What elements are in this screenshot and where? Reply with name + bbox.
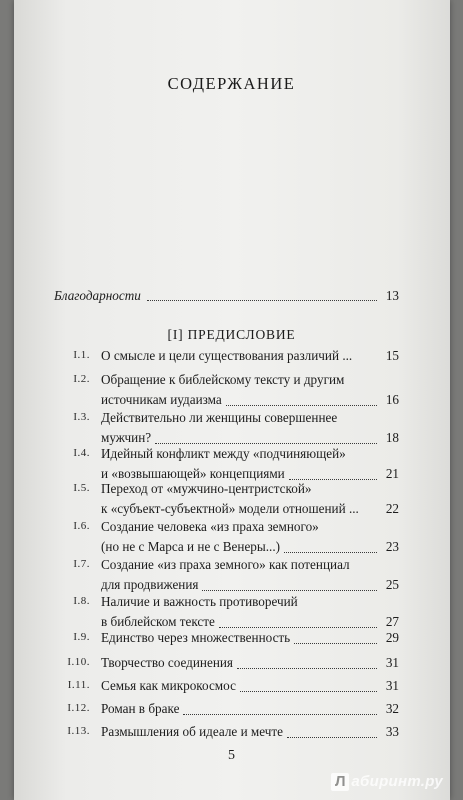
toc-entry-page: 23 <box>385 538 399 554</box>
toc-entry-number: I.12. <box>67 702 90 714</box>
toc-entry-number: I.3. <box>73 411 90 423</box>
toc-entry-page: 15 <box>385 348 399 363</box>
toc-entry-page: 31 <box>385 655 399 670</box>
toc-entry-page: 32 <box>385 701 399 716</box>
toc-entry-number: I.8. <box>73 595 90 607</box>
toc-entry-title: Действительно ли женщины совершеннее <box>101 410 338 425</box>
toc-entry-title: Единство через множественность <box>101 630 291 645</box>
dot-leader <box>219 627 377 628</box>
toc-entry-number: I.10. <box>67 656 90 668</box>
toc-entry-title: мужчин? <box>101 429 152 445</box>
toc-entry-page: 21 <box>385 465 399 481</box>
dot-leader <box>147 300 377 301</box>
watermark-logo-icon: Л <box>331 773 349 791</box>
toc-entry-title: Создание человека «из праха земного» <box>101 519 319 534</box>
toc-entry-number: I.4. <box>73 447 90 459</box>
toc-entry-number: I.9. <box>73 631 90 643</box>
toc-entry-number: I.6. <box>73 520 90 532</box>
toc-entry-title: (но не с Марса и не с Венеры...) <box>101 538 281 554</box>
toc-entry-number: I.5. <box>73 482 90 494</box>
toc-entry-page: 31 <box>385 678 399 693</box>
toc-entry-page: 25 <box>385 576 399 592</box>
dot-leader <box>284 552 377 553</box>
acknowledgments-label: Благодарности <box>54 288 141 303</box>
toc-entry-number: I.1. <box>73 349 90 361</box>
dot-leader <box>289 479 377 480</box>
dot-leader <box>226 405 377 406</box>
toc-entry-number: I.13. <box>67 725 90 737</box>
toc-entry-title: Обращение к библейскому тексту и другим <box>101 372 345 387</box>
acknowledgments-row <box>54 288 399 304</box>
toc-entry-title: О смысле и цели существования различий ... <box>101 348 353 363</box>
toc-entry-page: 29 <box>385 630 399 645</box>
toc-entry-title: к «субъект-субъектной» модели отношений ... <box>101 500 359 516</box>
toc-entry-page: 22 <box>385 500 399 516</box>
toc-entry-title: Переход от «мужчино-центристской» <box>101 481 312 496</box>
toc-entry-number: I.7. <box>73 558 90 570</box>
toc-entry-title: Создание «из праха земного» как потенциал <box>101 557 350 572</box>
toc-entry-title: в библейском тексте <box>101 613 215 629</box>
toc-entry-title: Роман в браке <box>101 701 180 716</box>
dot-leader <box>155 443 377 444</box>
dot-leader <box>202 590 377 591</box>
toc-entry-page: 33 <box>385 724 399 739</box>
page-title: СОДЕРЖАНИЕ <box>167 74 296 93</box>
section-heading: [I] ПРЕДИСЛОВИЕ <box>167 327 296 342</box>
toc-entry-title: Наличие и важность противоречий <box>101 594 298 609</box>
toc-entry-title: Идейный конфликт между «подчиняющей» <box>101 446 346 461</box>
dot-leader <box>237 668 377 669</box>
toc-entry-title: Размышления об идеале и мечте <box>101 724 284 739</box>
dot-leader <box>240 691 377 692</box>
dot-leader <box>287 737 377 738</box>
toc-entry-title: источникам иудаизма <box>101 391 222 407</box>
acknowledgments-page: 13 <box>385 288 399 303</box>
toc-entry-title: для продвижения <box>101 576 199 592</box>
toc-entry-page: 18 <box>385 429 399 445</box>
toc-entry-number: I.2. <box>73 373 90 385</box>
toc-entry-page: 27 <box>385 613 399 629</box>
toc-entry-number: I.11. <box>67 679 90 691</box>
dot-leader <box>294 643 377 644</box>
toc-entry-title: Творчество соединения <box>101 655 233 670</box>
toc-entry-page: 16 <box>385 391 399 407</box>
dot-leader <box>183 714 377 715</box>
toc-entry-title: Семья как микрокосмос <box>101 678 236 693</box>
toc-entry-title: и «возвышающей» концепциями <box>101 465 285 481</box>
page-number: 5 <box>228 748 235 763</box>
watermark-text: абиринт.ру <box>351 773 443 790</box>
watermark <box>331 773 443 791</box>
